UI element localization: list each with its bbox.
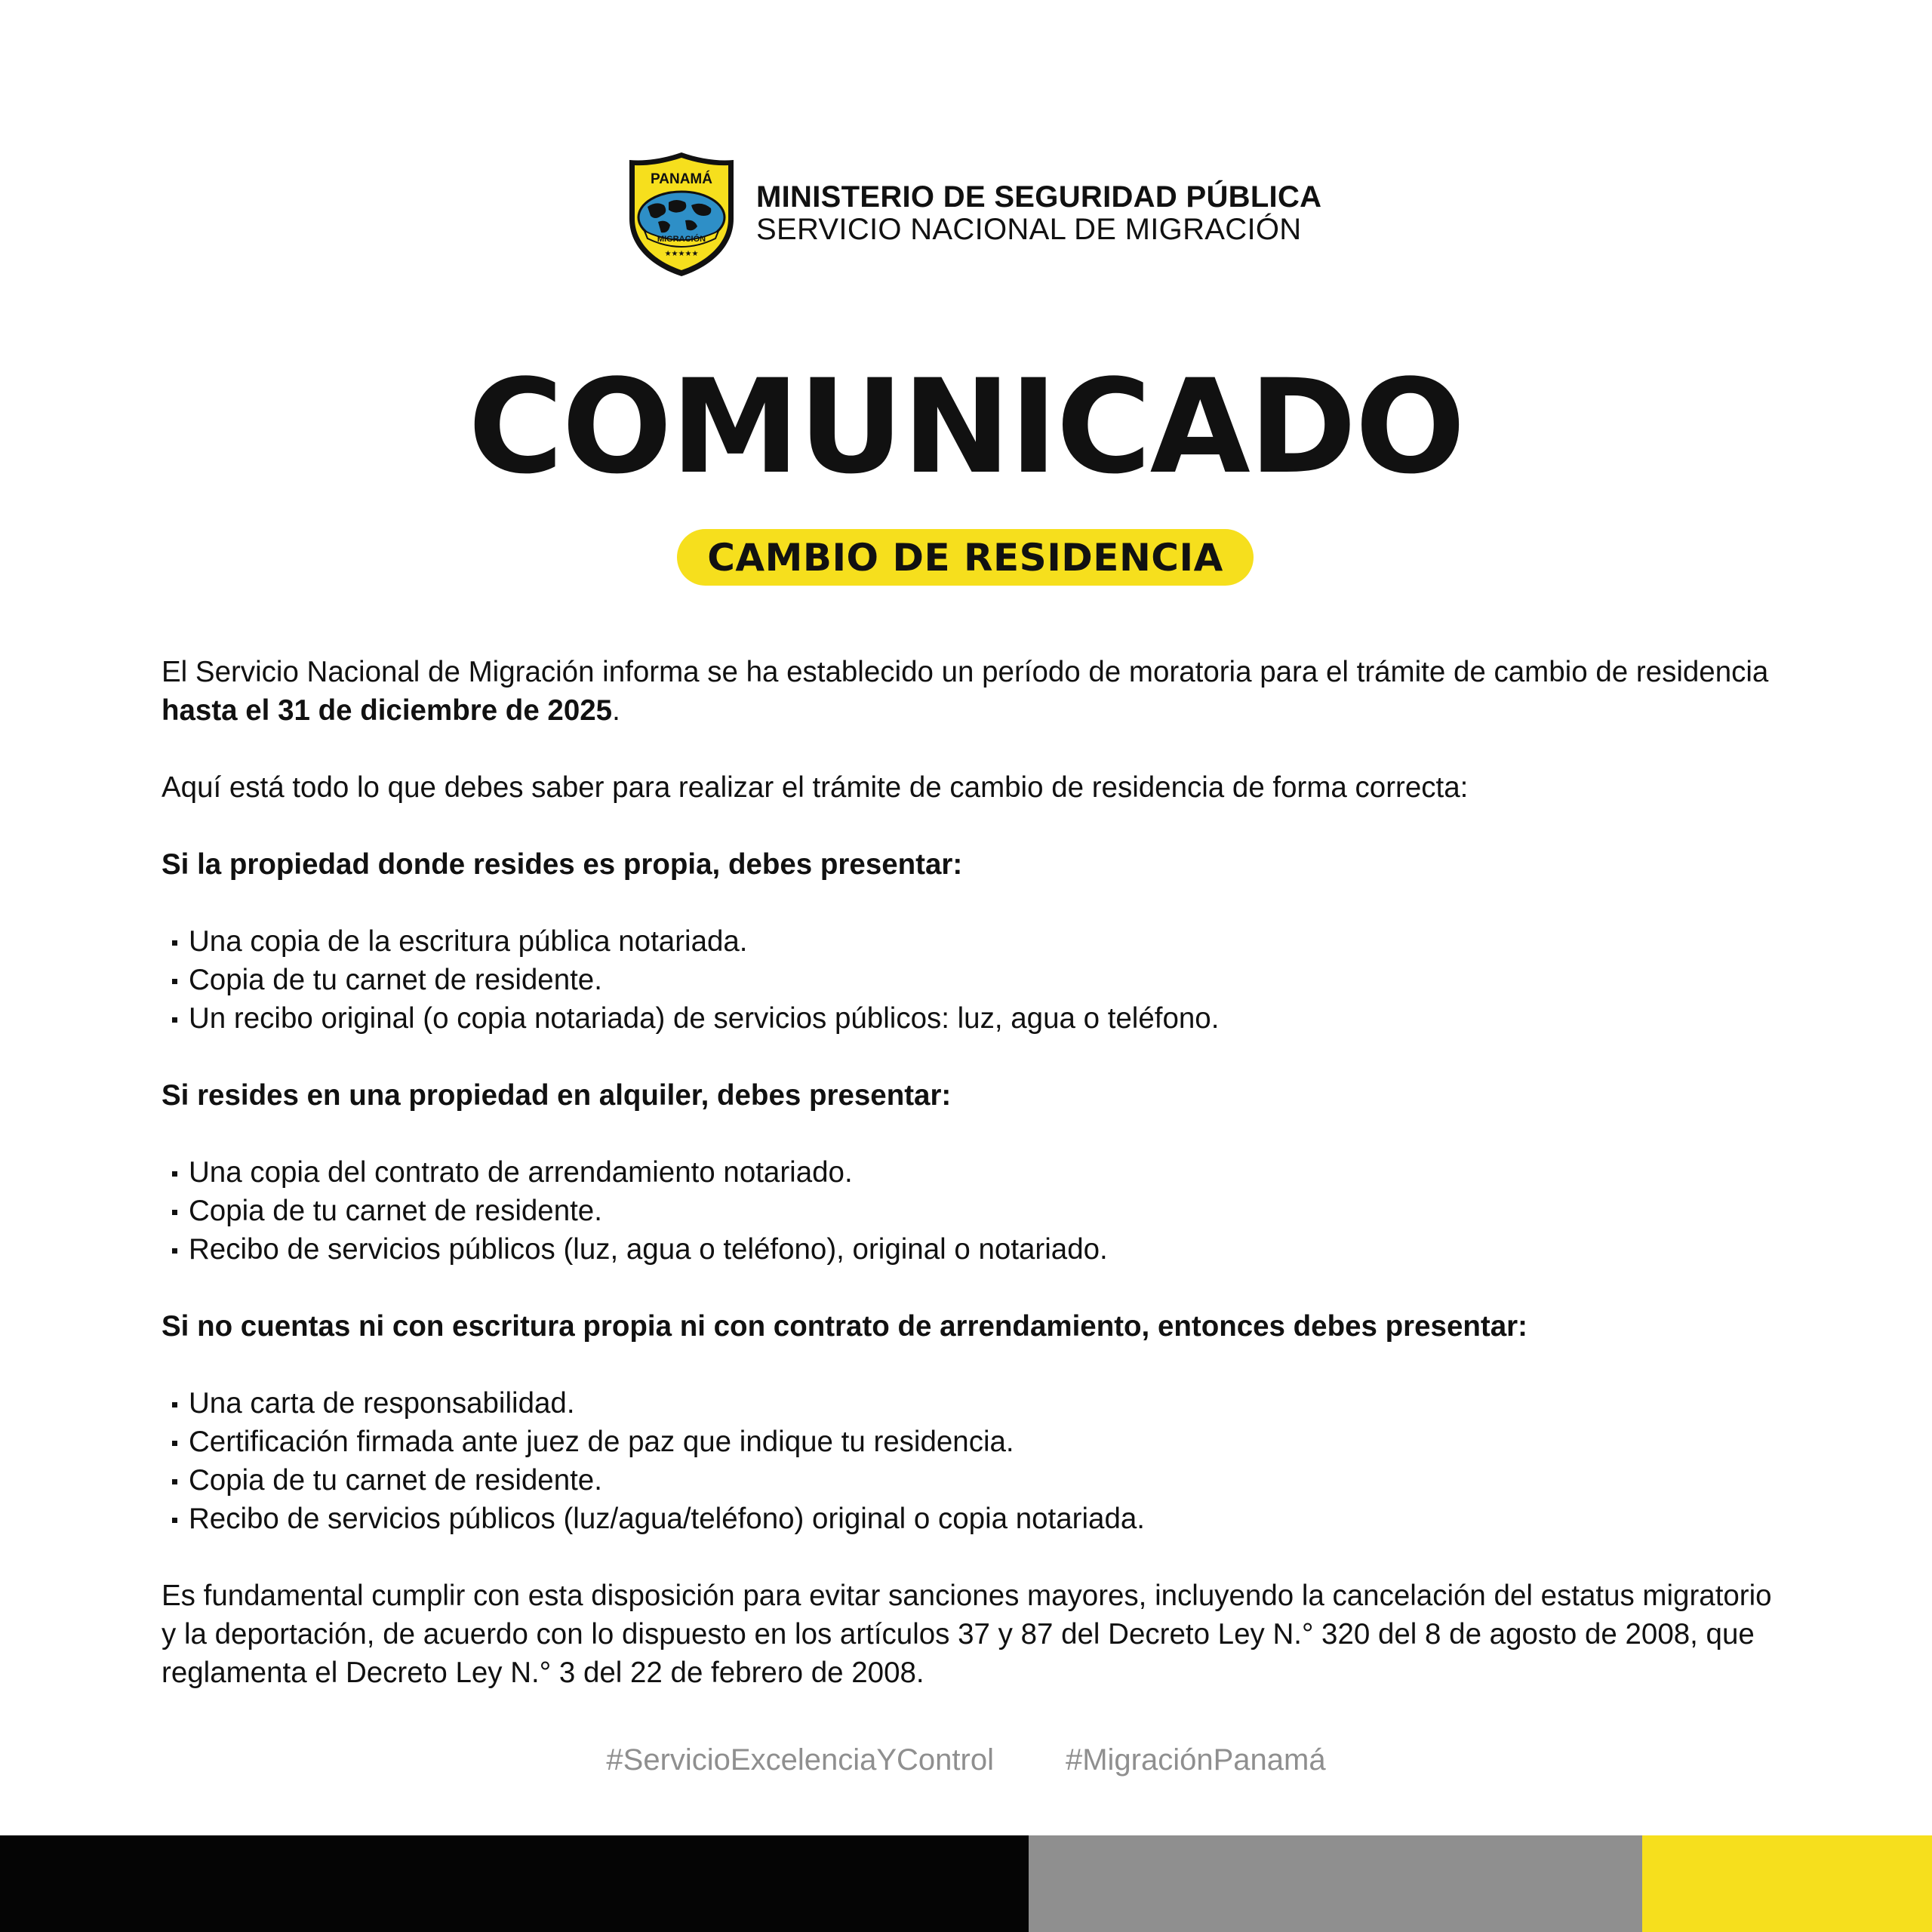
section-heading-other: Si no cuentas ni con escritura propia ni con contrato de arrendamiento, entonces debes presentar:: [162, 1310, 1527, 1343]
hashtag-service: #ServicioExcelenciaYControl: [606, 1743, 994, 1777]
migration-seal-icon: [625, 149, 738, 278]
ministry-name: MINISTERIO DE SEGURIDAD PÚBLICA: [756, 180, 1322, 214]
section-heading-rental: Si resides en una propiedad en alquiler, debes presentar:: [162, 1079, 952, 1112]
list-item: Copia de tu carnet de residente.: [162, 1461, 1784, 1500]
list-item: Una carta de responsabilidad.: [162, 1384, 1784, 1423]
closing-paragraph: Es fundamental cumplir con esta disposición para evitar sanciones mayores, incluyendo la cancelación del estatus migratorio y la deportación, de acuerdo con lo dispuesto en los artículos 37 y 87 del Decreto Ley N.° 320 del 8 de agosto de 2008, que reglamenta el Decreto Ley N.° 3 del 22 de febrero de 2008.: [162, 1580, 1772, 1689]
hashtags: [0, 1743, 1932, 1777]
seal-top-text: PANAMÁ: [651, 171, 712, 187]
list-item: Copia de tu carnet de residente.: [162, 961, 1784, 999]
list-item: Un recibo original (o copia notariada) de servicios públicos: luz, agua o teléfono.: [162, 999, 1784, 1038]
page-title: COMUNICADO: [468, 351, 1464, 503]
footer-bar-yellow: [1642, 1835, 1932, 1932]
intro-paragraph: El Servicio Nacional de Migración informa se ha establecido un período de moratoria para el trámite de cambio de residencia hasta el 31 de diciembre de 2025.: [162, 656, 1769, 727]
hashtag-migration: #MigraciónPanamá: [1065, 1743, 1326, 1777]
footer-bar-gray: [1029, 1835, 1642, 1932]
subtitle-text: CAMBIO DE RESIDENCIA: [707, 535, 1223, 580]
requirements-list-rental: [162, 1153, 1784, 1269]
header: [625, 149, 1321, 278]
announcement-body: [162, 653, 1784, 1692]
list-item: Certificación firmada ante juez de paz que indique tu residencia.: [162, 1423, 1784, 1461]
org-block: [756, 181, 1321, 246]
requirements-list-other: [162, 1384, 1784, 1538]
service-name: SERVICIO NACIONAL DE MIGRACIÓN: [756, 213, 1302, 246]
section-heading-owned: Si la propiedad donde resides es propia, debes presentar:: [162, 848, 963, 881]
requirements-list-owned: [162, 922, 1784, 1038]
seal-bottom-text: MIGRACIÓN: [657, 235, 706, 244]
svg-text:★★★★★: ★★★★★: [664, 250, 699, 258]
list-item: Copia de tu carnet de residente.: [162, 1192, 1784, 1230]
subtitle-badge: [677, 529, 1254, 586]
list-item: Recibo de servicios públicos (luz/agua/teléfono) original o copia notariada.: [162, 1500, 1784, 1538]
list-item: Recibo de servicios públicos (luz, agua o teléfono), original o notariado.: [162, 1230, 1784, 1269]
lead-paragraph: Aquí está todo lo que debes saber para realizar el trámite de cambio de residencia de forma correcta:: [162, 771, 1469, 804]
list-item: Una copia del contrato de arrendamiento notariado.: [162, 1153, 1784, 1192]
footer-bar-black: [0, 1835, 1029, 1932]
list-item: Una copia de la escritura pública notariada.: [162, 922, 1784, 961]
deadline-text: hasta el 31 de diciembre de 2025: [162, 694, 613, 727]
